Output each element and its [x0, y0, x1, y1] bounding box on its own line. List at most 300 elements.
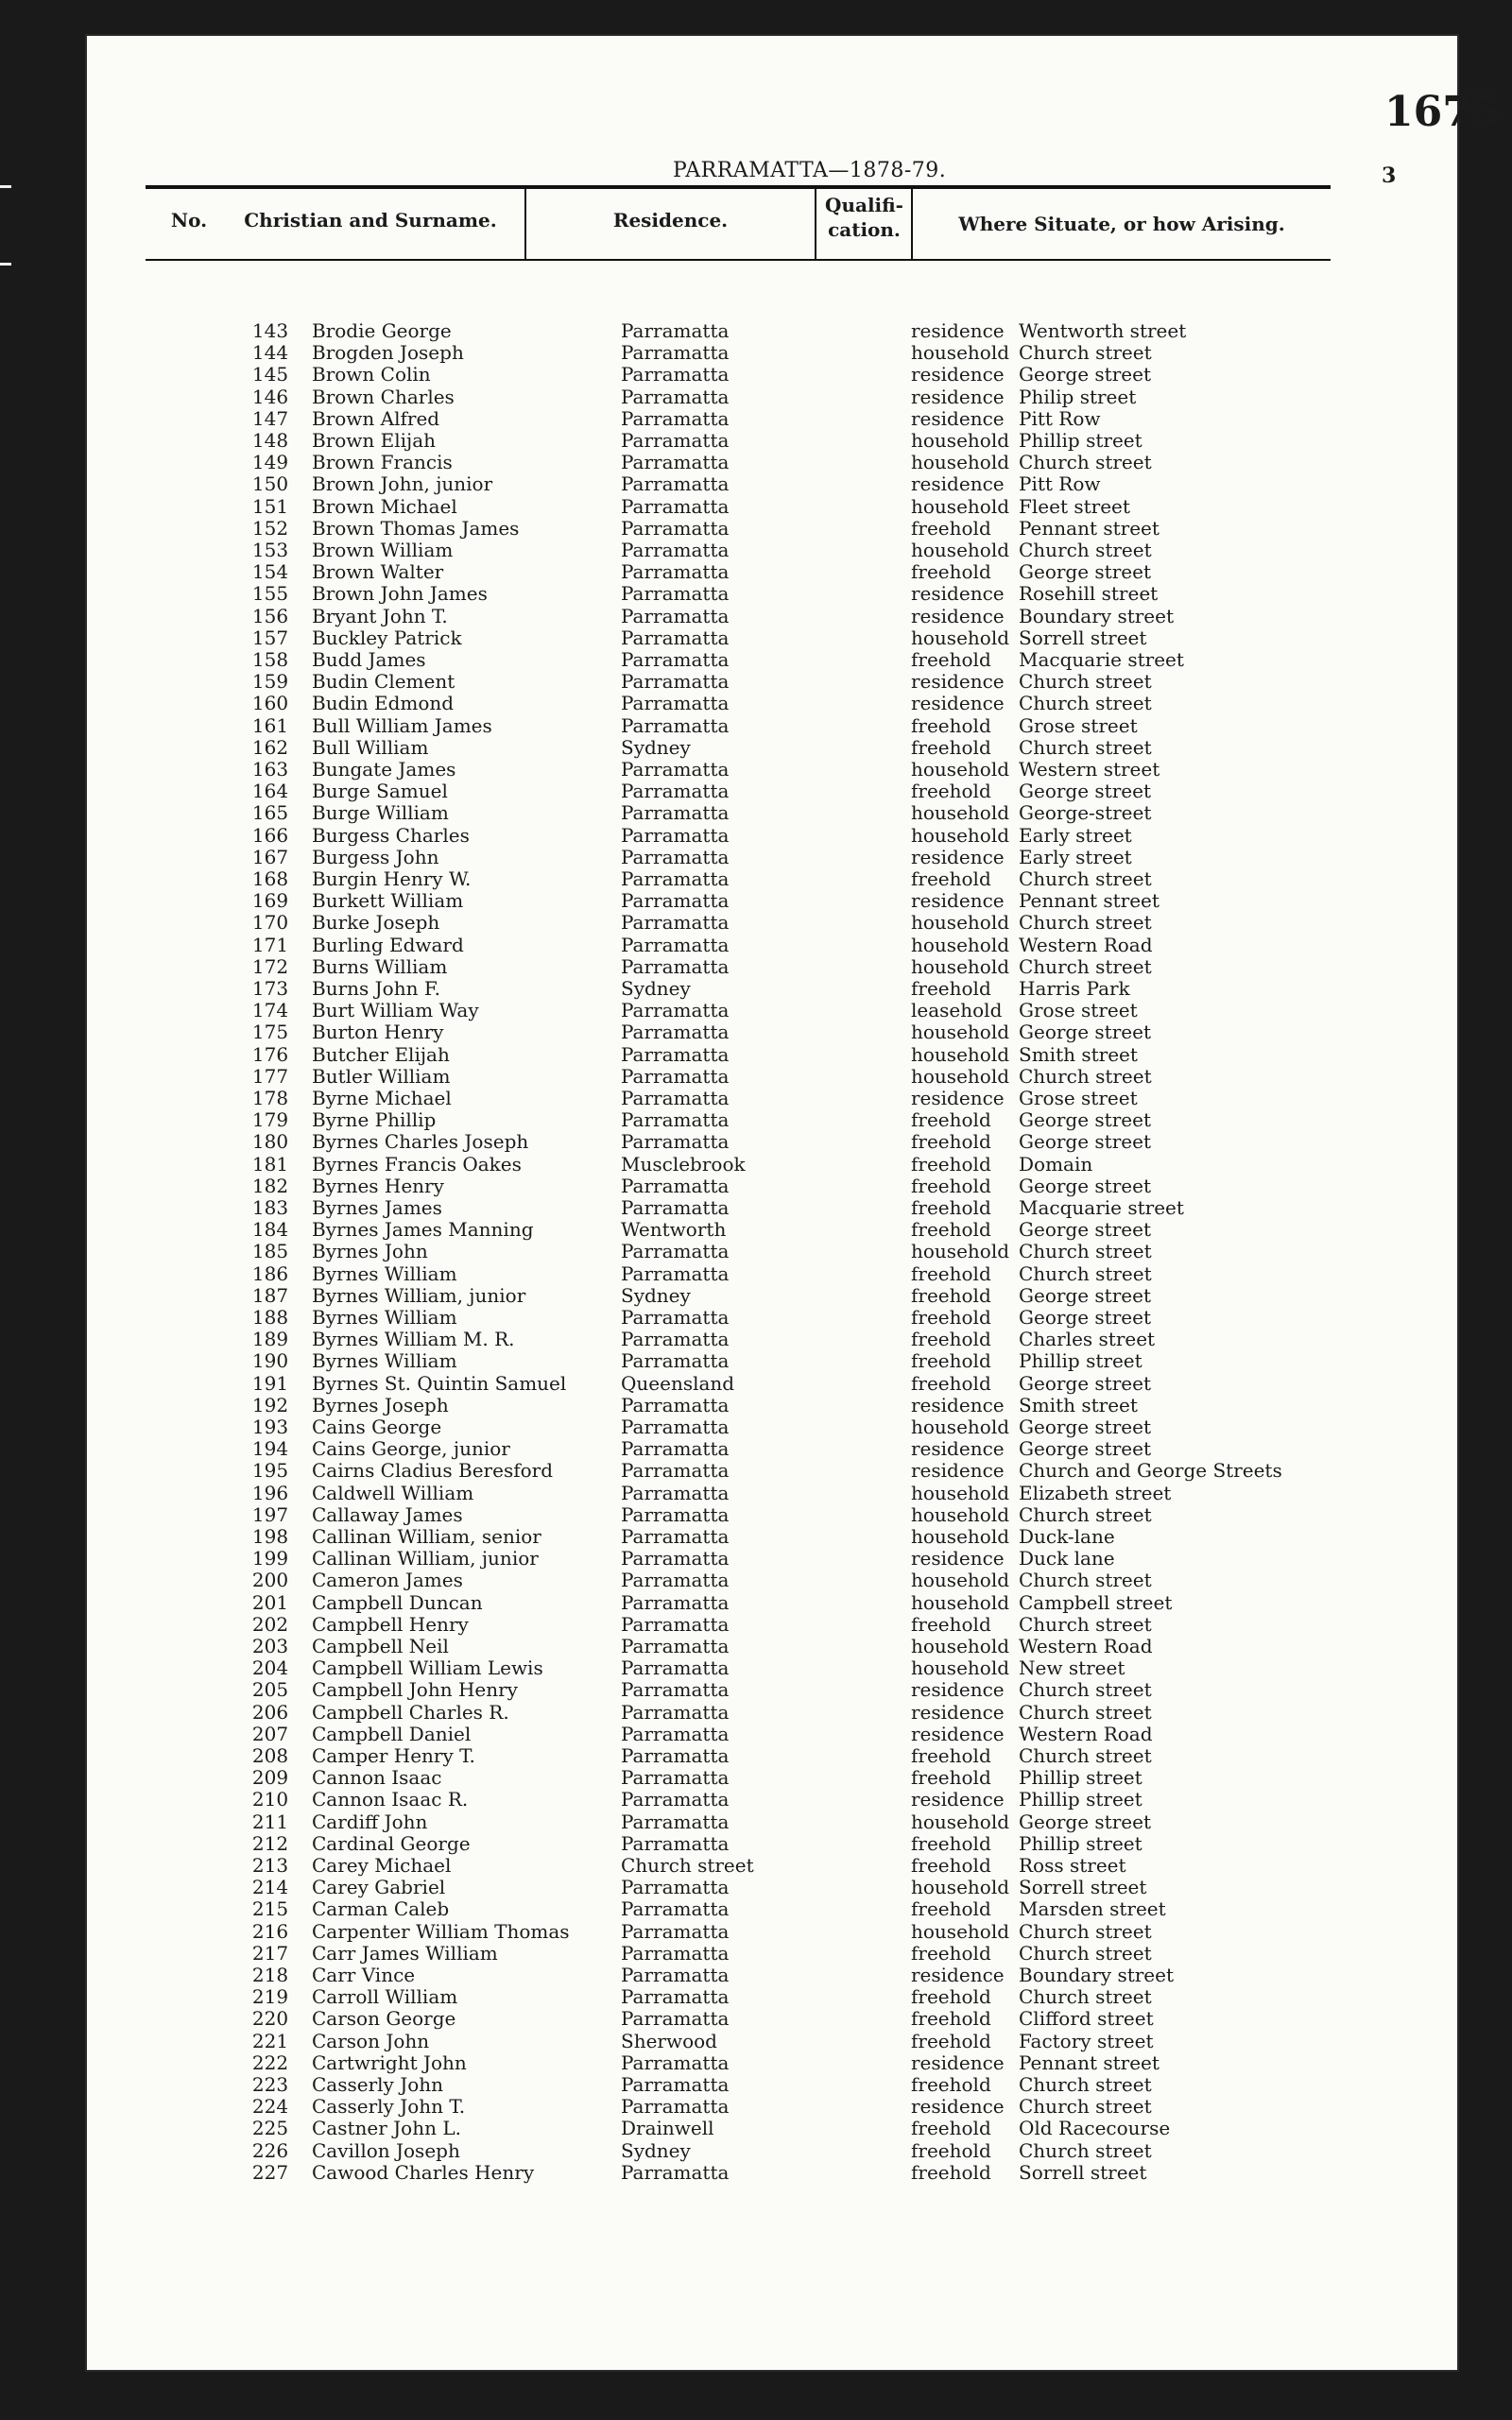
- entry-residence: Parramatta: [621, 1087, 730, 1109]
- entry-qualification: freehold: [911, 1108, 991, 1132]
- entry-where-situate: George street: [1019, 1810, 1151, 1833]
- entry-name: Casserly John: [312, 2073, 444, 2096]
- entry-where-situate: Church street: [1019, 2095, 1152, 2119]
- entry-number: 143: [251, 319, 289, 342]
- entry-residence: Parramatta: [621, 1547, 730, 1570]
- entry-residence: Parramatta: [621, 823, 730, 847]
- entry-where-situate: George street: [1019, 780, 1151, 803]
- entry-name: Brown Walter: [312, 560, 444, 584]
- entry-name: Cardinal George: [312, 1831, 471, 1855]
- entry-number: 198: [251, 1525, 289, 1548]
- entry-number: 188: [251, 1306, 289, 1329]
- entry-number: 179: [251, 1108, 289, 1132]
- entry-qualification: freehold: [911, 2138, 991, 2162]
- entry-residence: Parramatta: [621, 1064, 730, 1088]
- entry-residence: Parramatta: [621, 1656, 730, 1680]
- entry-where-situate: George street: [1019, 1021, 1151, 1044]
- entry-qualification: household: [911, 1502, 1010, 1526]
- entry-residence: Parramatta: [621, 1635, 730, 1657]
- entry-number: 203: [251, 1635, 289, 1657]
- entry-qualification: household: [911, 1064, 1010, 1088]
- entry-name: Carroll William: [312, 1985, 458, 2009]
- entry-qualification: residence: [911, 1788, 1005, 1811]
- entry-residence: Sherwood: [621, 2029, 717, 2052]
- entry-where-situate: George street: [1019, 1130, 1151, 1154]
- entry-name: Bull William James: [312, 713, 492, 737]
- entry-residence: Parramatta: [621, 385, 730, 408]
- entry-residence: Parramatta: [621, 1416, 730, 1438]
- entry-name: Cawood Charles Henry: [312, 2160, 535, 2184]
- header-top-rule: [146, 185, 1331, 189]
- entry-residence: Parramatta: [621, 2051, 730, 2074]
- entry-name: Byrnes St. Quintin Samuel: [312, 1371, 567, 1395]
- entry-name: Burge Samuel: [312, 780, 448, 803]
- entry-number: 158: [251, 648, 289, 671]
- entry-where-situate: Western Road: [1019, 1722, 1153, 1745]
- entry-qualification: household: [911, 1590, 1010, 1614]
- entry-number: 187: [251, 1283, 289, 1307]
- entry-qualification: household: [911, 1876, 1010, 1899]
- entry-where-situate: George street: [1019, 1306, 1151, 1329]
- entry-qualification: leasehold: [911, 999, 1003, 1022]
- entry-name: Brown Charles: [312, 385, 455, 408]
- entry-residence: Parramatta: [621, 1393, 730, 1416]
- entry-number: 174: [251, 999, 289, 1022]
- entry-residence: Parramatta: [621, 560, 730, 584]
- entry-number: 150: [251, 472, 289, 496]
- entry-number: 227: [251, 2160, 289, 2184]
- entry-number: 223: [251, 2073, 289, 2096]
- entry-number: 170: [251, 911, 289, 935]
- entry-qualification: residence: [911, 472, 1005, 496]
- entry-residence: Parramatta: [621, 1174, 730, 1197]
- entry-where-situate: Phillip street: [1019, 429, 1143, 452]
- entry-where-situate: Duck-lane: [1019, 1525, 1115, 1548]
- entry-number: 212: [251, 1831, 289, 1855]
- entry-number: 210: [251, 1788, 289, 1811]
- entry-where-situate: Church street: [1019, 451, 1152, 474]
- entry-qualification: freehold: [911, 1130, 991, 1154]
- entry-qualification: residence: [911, 845, 1005, 868]
- entry-residence: Parramatta: [621, 2073, 730, 2096]
- entry-where-situate: Early street: [1019, 845, 1132, 868]
- entry-name: Burgess Charles: [312, 823, 470, 847]
- register-page: [87, 36, 1501, 2370]
- entry-where-situate: Church and George Streets: [1019, 1459, 1282, 1483]
- entry-name: Carson John: [312, 2029, 430, 2052]
- entry-number: 183: [251, 1196, 289, 1219]
- entry-name: Byrnes William M. R.: [312, 1328, 515, 1351]
- entry-number: 156: [251, 604, 289, 627]
- entry-qualification: household: [911, 451, 1010, 474]
- entry-number: 199: [251, 1547, 289, 1570]
- entry-qualification: household: [911, 539, 1010, 561]
- entry-name: Cartwright John: [312, 2051, 467, 2074]
- entry-residence: Parramatta: [621, 692, 730, 715]
- entry-qualification: freehold: [911, 1985, 991, 2009]
- entry-residence: Parramatta: [621, 1919, 730, 1943]
- entry-where-situate: Church street: [1019, 954, 1152, 978]
- entry-residence: Sydney: [621, 1283, 691, 1307]
- entry-residence: Parramatta: [621, 341, 730, 365]
- entry-qualification: freehold: [911, 1744, 991, 1767]
- entry-qualification: freehold: [911, 1283, 991, 1307]
- entry-where-situate: Church street: [1019, 1569, 1152, 1592]
- entry-residence: Parramatta: [621, 582, 730, 606]
- entry-where-situate: Western street: [1019, 758, 1160, 781]
- entry-name: Cains George: [312, 1416, 442, 1438]
- entry-where-situate: Phillip street: [1019, 1831, 1143, 1855]
- entry-where-situate: Church street: [1019, 1919, 1152, 1943]
- entry-number: 193: [251, 1416, 289, 1438]
- entry-residence: Wentworth: [621, 1218, 727, 1242]
- entry-number: 195: [251, 1459, 289, 1483]
- entry-name: Cairns Cladius Beresford: [312, 1459, 554, 1483]
- entry-qualification: household: [911, 1525, 1010, 1548]
- entry-name: Campbell Duncan: [312, 1590, 483, 1614]
- entry-where-situate: Church street: [1019, 1678, 1152, 1702]
- entry-qualification: freehold: [911, 516, 991, 540]
- entry-qualification: residence: [911, 1678, 1005, 1702]
- entry-number: 205: [251, 1678, 289, 1702]
- entry-where-situate: New street: [1019, 1656, 1125, 1680]
- entry-number: 149: [251, 451, 289, 474]
- entry-name: Burling Edward: [312, 933, 464, 956]
- entry-name: Budd James: [312, 648, 426, 671]
- entry-residence: Parramatta: [621, 1459, 730, 1483]
- column-header-qualification-line1: Qualifi-: [825, 194, 903, 216]
- entry-number: 171: [251, 933, 289, 956]
- entry-where-situate: Church street: [1019, 670, 1152, 694]
- entry-residence: Parramatta: [621, 1810, 730, 1833]
- entry-qualification: freehold: [911, 1371, 991, 1395]
- entry-residence: Parramatta: [621, 801, 730, 825]
- entry-where-situate: Macquarie street: [1019, 1196, 1184, 1219]
- entry-residence: Sydney: [621, 735, 691, 759]
- entry-number: 164: [251, 780, 289, 803]
- entry-residence: Parramatta: [621, 1328, 730, 1351]
- entry-qualification: household: [911, 911, 1010, 935]
- entry-qualification: household: [911, 1635, 1010, 1657]
- column-divider: [815, 189, 816, 259]
- entry-number: 166: [251, 823, 289, 847]
- entry-name: Burke Joseph: [312, 911, 440, 935]
- entry-name: Budin Edmond: [312, 692, 455, 715]
- entry-where-situate: Church street: [1019, 2073, 1152, 2096]
- entry-residence: Parramatta: [621, 933, 730, 956]
- entry-residence: Parramatta: [621, 2007, 730, 2031]
- entry-name: Byrnes James: [312, 1196, 442, 1219]
- entry-number: 157: [251, 626, 289, 649]
- entry-name: Burton Henry: [312, 1021, 444, 1044]
- entry-where-situate: Phillip street: [1019, 1788, 1143, 1811]
- entry-name: Carman Caleb: [312, 1897, 450, 1921]
- entry-residence: Parramatta: [621, 516, 730, 540]
- entry-number: 206: [251, 1700, 289, 1724]
- entry-number: 159: [251, 670, 289, 694]
- entry-qualification: freehold: [911, 1306, 991, 1329]
- entry-name: Campbell Charles R.: [312, 1700, 509, 1724]
- entry-number: 189: [251, 1328, 289, 1351]
- entry-where-situate: Clifford street: [1019, 2007, 1154, 2031]
- entry-residence: Parramatta: [621, 406, 730, 430]
- entry-name: Brown John, junior: [312, 472, 493, 496]
- column-header-where: Where Situate, or how Arising.: [958, 213, 1285, 235]
- entry-number: 211: [251, 1810, 289, 1833]
- entry-name: Brogden Joseph: [312, 341, 464, 365]
- entry-residence: Parramatta: [621, 670, 730, 694]
- entry-residence: Queensland: [621, 1371, 735, 1395]
- running-title: PARRAMATTA—1878-79.: [673, 159, 947, 182]
- entry-qualification: freehold: [911, 735, 991, 759]
- entry-name: Brown William: [312, 539, 454, 561]
- entry-residence: Parramatta: [621, 539, 730, 561]
- entry-residence: Parramatta: [621, 1437, 730, 1461]
- entry-residence: Parramatta: [621, 1021, 730, 1044]
- entry-residence: Parramatta: [621, 451, 730, 474]
- entry-name: Casserly John T.: [312, 2095, 466, 2119]
- entry-residence: Parramatta: [621, 911, 730, 935]
- entry-name: Callaway James: [312, 1502, 463, 1526]
- entry-qualification: residence: [911, 1700, 1005, 1724]
- entry-name: Caldwell William: [312, 1481, 474, 1504]
- entry-number: 201: [251, 1590, 289, 1614]
- entry-where-situate: Fleet street: [1019, 494, 1130, 518]
- entry-residence: Parramatta: [621, 494, 730, 518]
- entry-qualification: residence: [911, 582, 1005, 606]
- entry-where-situate: Pennant street: [1019, 516, 1160, 540]
- entry-number: 163: [251, 758, 289, 781]
- entry-number: 207: [251, 1722, 289, 1745]
- entry-number: 165: [251, 801, 289, 825]
- entry-qualification: household: [911, 933, 1010, 956]
- entry-number: 215: [251, 1897, 289, 1921]
- entry-residence: Parramatta: [621, 1612, 730, 1636]
- entry-where-situate: Church street: [1019, 1502, 1152, 1526]
- entry-where-situate: Early street: [1019, 823, 1132, 847]
- entry-residence: Drainwell: [621, 2117, 714, 2140]
- entry-residence: Musclebrook: [621, 1152, 746, 1176]
- entry-where-situate: Grose street: [1019, 999, 1138, 1022]
- entry-number: 154: [251, 560, 289, 584]
- entry-where-situate: Phillip street: [1019, 1766, 1143, 1790]
- entry-residence: Parramatta: [621, 954, 730, 978]
- entry-number: 184: [251, 1218, 289, 1242]
- entry-where-situate: Wentworth street: [1019, 319, 1187, 342]
- entry-qualification: household: [911, 1569, 1010, 1592]
- entry-where-situate: George street: [1019, 1437, 1151, 1461]
- entry-qualification: residence: [911, 1393, 1005, 1416]
- entry-name: Carey Gabriel: [312, 1876, 446, 1899]
- entry-qualification: household: [911, 758, 1010, 781]
- entry-name: Carpenter William Thomas: [312, 1919, 570, 1943]
- entry-qualification: freehold: [911, 867, 991, 890]
- entry-qualification: freehold: [911, 2117, 991, 2140]
- entry-where-situate: Pitt Row: [1019, 472, 1101, 496]
- entry-name: Byrnes Francis Oakes: [312, 1152, 522, 1176]
- entry-qualification: freehold: [911, 648, 991, 671]
- entry-number: 196: [251, 1481, 289, 1504]
- entry-number: 213: [251, 1854, 289, 1877]
- entry-where-situate: George street: [1019, 1108, 1151, 1132]
- entry-residence: Parramatta: [621, 1569, 730, 1592]
- entry-number: 153: [251, 539, 289, 561]
- entry-number: 225: [251, 2117, 289, 2140]
- entry-qualification: freehold: [911, 780, 991, 803]
- entry-residence: Parramatta: [621, 1481, 730, 1504]
- entry-where-situate: Charles street: [1019, 1328, 1156, 1351]
- entry-where-situate: George street: [1019, 1283, 1151, 1307]
- entry-residence: Parramatta: [621, 472, 730, 496]
- entry-number: 216: [251, 1919, 289, 1943]
- entry-name: Bull William: [312, 735, 429, 759]
- entry-number: 167: [251, 845, 289, 868]
- page-folio: 3: [1382, 163, 1397, 188]
- page-number: 1675: [1384, 88, 1501, 136]
- entry-number: 146: [251, 385, 289, 408]
- entry-name: Brodie George: [312, 319, 452, 342]
- entry-where-situate: Church street: [1019, 1612, 1152, 1636]
- entry-where-situate: Rosehill street: [1019, 582, 1159, 606]
- entry-name: Burns William: [312, 954, 448, 978]
- entry-residence: Parramatta: [621, 1240, 730, 1263]
- entry-qualification: household: [911, 1919, 1010, 1943]
- entry-qualification: household: [911, 1021, 1010, 1044]
- entry-number: 173: [251, 977, 289, 1000]
- entry-where-situate: Grose street: [1019, 1087, 1138, 1109]
- entry-name: Butcher Elijah: [312, 1042, 450, 1066]
- entry-where-situate: Church street: [1019, 1744, 1152, 1767]
- entry-where-situate: Campbell street: [1019, 1590, 1173, 1614]
- entry-where-situate: Harris Park: [1019, 977, 1130, 1000]
- entry-where-situate: Phillip street: [1019, 1349, 1143, 1373]
- entry-where-situate: Sorrell street: [1019, 2160, 1147, 2184]
- entry-where-situate: Church street: [1019, 1700, 1152, 1724]
- entry-where-situate: Church street: [1019, 911, 1152, 935]
- entry-qualification: residence: [911, 1437, 1005, 1461]
- entry-name: Burge William: [312, 801, 449, 825]
- entry-number: 147: [251, 406, 289, 430]
- entry-name: Carey Michael: [312, 1854, 452, 1877]
- entry-where-situate: George street: [1019, 1174, 1151, 1197]
- entry-where-situate: Church street: [1019, 735, 1152, 759]
- entry-qualification: residence: [911, 406, 1005, 430]
- entry-qualification: freehold: [911, 1218, 991, 1242]
- entry-residence: Parramatta: [621, 713, 730, 737]
- entry-residence: Parramatta: [621, 1525, 730, 1548]
- entry-number: 176: [251, 1042, 289, 1066]
- entry-qualification: freehold: [911, 2007, 991, 2031]
- entry-name: Byrnes John: [312, 1240, 428, 1263]
- entry-residence: Parramatta: [621, 1722, 730, 1745]
- entry-name: Brown Thomas James: [312, 516, 520, 540]
- column-header-name: Christian and Surname.: [244, 209, 497, 232]
- entry-number: 200: [251, 1569, 289, 1592]
- entry-residence: Parramatta: [621, 1766, 730, 1790]
- entry-qualification: freehold: [911, 1831, 991, 1855]
- entry-number: 145: [251, 363, 289, 386]
- entry-name: Byrnes William, junior: [312, 1283, 526, 1307]
- entry-where-situate: Western Road: [1019, 1635, 1153, 1657]
- entry-qualification: freehold: [911, 1261, 991, 1285]
- entry-residence: Parramatta: [621, 2095, 730, 2119]
- entry-where-situate: George street: [1019, 1218, 1151, 1242]
- entry-name: Cardiff John: [312, 1810, 428, 1833]
- entry-name: Cavillon Joseph: [312, 2138, 460, 2162]
- entry-qualification: freehold: [911, 713, 991, 737]
- entry-residence: Parramatta: [621, 1831, 730, 1855]
- entry-number: 208: [251, 1744, 289, 1767]
- entry-where-situate: Factory street: [1019, 2029, 1154, 2052]
- entry-where-situate: Pennant street: [1019, 2051, 1160, 2074]
- entry-residence: Parramatta: [621, 1700, 730, 1724]
- entry-qualification: residence: [911, 2051, 1005, 2074]
- entry-where-situate: Elizabeth street: [1019, 1481, 1172, 1504]
- entry-number: 161: [251, 713, 289, 737]
- entry-qualification: freehold: [911, 2160, 991, 2184]
- entry-qualification: freehold: [911, 1152, 991, 1176]
- entry-qualification: residence: [911, 385, 1005, 408]
- entry-number: 152: [251, 516, 289, 540]
- entry-qualification: freehold: [911, 1766, 991, 1790]
- entry-qualification: freehold: [911, 560, 991, 584]
- entry-name: Burns John F.: [312, 977, 440, 1000]
- entry-name: Butler William: [312, 1064, 451, 1088]
- entry-qualification: residence: [911, 1547, 1005, 1570]
- entry-where-situate: Pitt Row: [1019, 406, 1101, 430]
- entry-qualification: residence: [911, 1459, 1005, 1483]
- entry-number: 168: [251, 867, 289, 890]
- entry-qualification: freehold: [911, 1612, 991, 1636]
- entry-residence: Parramatta: [621, 1964, 730, 1986]
- entry-name: Byrnes Henry: [312, 1174, 444, 1197]
- entry-number: 182: [251, 1174, 289, 1197]
- entry-residence: Parramatta: [621, 1502, 730, 1526]
- entry-qualification: freehold: [911, 1328, 991, 1351]
- entry-number: 169: [251, 889, 289, 913]
- entry-qualification: residence: [911, 889, 1005, 913]
- entry-qualification: freehold: [911, 2029, 991, 2052]
- entry-qualification: residence: [911, 363, 1005, 386]
- entry-number: 151: [251, 494, 289, 518]
- entry-residence: Parramatta: [621, 1042, 730, 1066]
- entry-qualification: residence: [911, 1964, 1005, 1986]
- entry-where-situate: George street: [1019, 363, 1151, 386]
- entry-residence: Parramatta: [621, 1590, 730, 1614]
- entry-where-situate: Church street: [1019, 2138, 1152, 2162]
- column-header-qualification-line2: cation.: [828, 218, 901, 241]
- entry-number: 178: [251, 1087, 289, 1109]
- entry-where-situate: Church street: [1019, 341, 1152, 365]
- entry-qualification: residence: [911, 2095, 1005, 2119]
- entry-number: 191: [251, 1371, 289, 1395]
- entry-name: Burkett William: [312, 889, 464, 913]
- entry-where-situate: Boundary street: [1019, 1964, 1175, 1986]
- entry-number: 202: [251, 1612, 289, 1636]
- entry-name: Campbell Neil: [312, 1635, 449, 1657]
- entry-name: Carson George: [312, 2007, 456, 2031]
- entry-where-situate: Macquarie street: [1019, 648, 1184, 671]
- entry-residence: Parramatta: [621, 1876, 730, 1899]
- entry-number: 219: [251, 1985, 289, 2009]
- entry-residence: Parramatta: [621, 648, 730, 671]
- entry-name: Byrne Michael: [312, 1087, 452, 1109]
- entry-number: 197: [251, 1502, 289, 1526]
- entry-where-situate: Church street: [1019, 539, 1152, 561]
- entry-residence: Parramatta: [621, 1196, 730, 1219]
- entry-residence: Sydney: [621, 2138, 691, 2162]
- entry-qualification: household: [911, 823, 1010, 847]
